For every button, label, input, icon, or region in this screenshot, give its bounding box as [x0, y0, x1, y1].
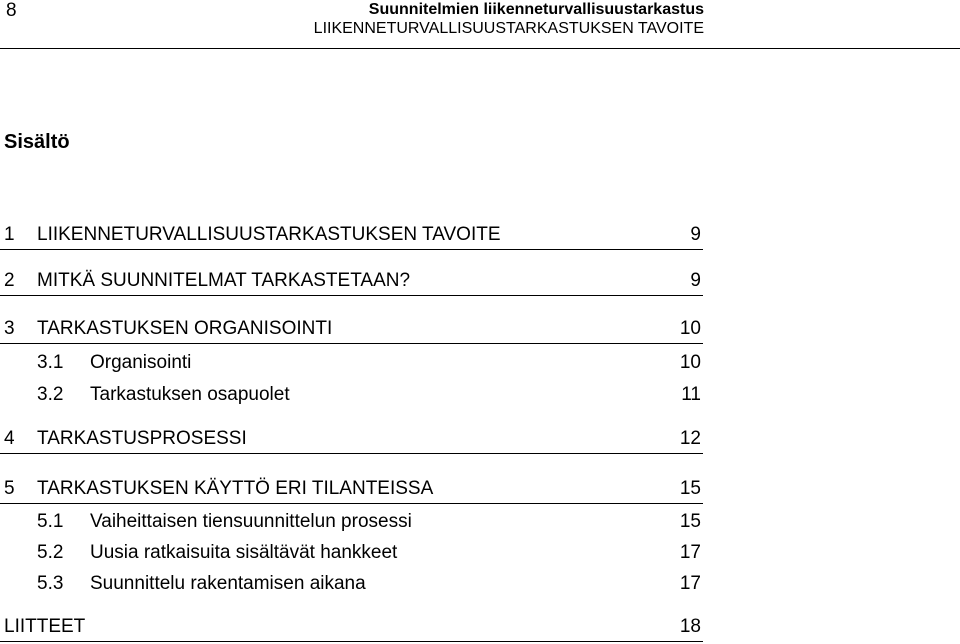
toc-entry-page: 10	[679, 318, 701, 339]
toc-entry-page: 9	[690, 224, 701, 245]
toc-entry-page: 17	[679, 542, 701, 563]
toc-entry-5[interactable]	[0, 477, 703, 504]
toc-entry-page: 15	[679, 478, 701, 499]
toc-entry-number: 5.3	[37, 573, 64, 594]
toc-entry-3-1[interactable]	[0, 351, 703, 377]
toc-entry-page: 11	[681, 384, 701, 405]
toc-entry-title: Uusia ratkaisuita sisältävät hankkeet	[90, 542, 398, 563]
toc-entry-title: Tarkastuksen osapuolet	[90, 384, 290, 405]
toc-entry-title: Organisointi	[90, 352, 192, 373]
toc-entry-title: TARKASTUKSEN KÄYTTÖ ERI TILANTEISSA	[37, 478, 434, 499]
toc-entry-number: 5.2	[37, 542, 64, 563]
toc-entry-number: 3.2	[37, 384, 64, 405]
toc-entry-5-3[interactable]	[0, 572, 703, 598]
toc-entry-title: LIIKENNETURVALLISUUSTARKASTUKSEN TAVOITE	[37, 224, 501, 245]
toc-entry-number: 2	[4, 270, 15, 291]
toc-entry-title: TARKASTUKSEN ORGANISOINTI	[37, 318, 333, 339]
toc-entry-1[interactable]	[0, 223, 703, 250]
toc-entry-number: 4	[4, 428, 15, 449]
toc-entry-number: 5	[4, 478, 15, 499]
toc-entry-number: 3	[4, 318, 15, 339]
toc-entry-5-1[interactable]	[0, 510, 703, 536]
toc-entry-number: 1	[4, 224, 15, 245]
toc-entry-4[interactable]	[0, 427, 703, 454]
page-number: 8	[6, 0, 17, 21]
running-header-subtitle: LIIKENNETURVALLISUUSTARKASTUKSEN TAVOITE	[313, 20, 704, 37]
toc-entry-5-2[interactable]	[0, 541, 703, 567]
toc-entry-page: 12	[679, 428, 701, 449]
toc-entry-page: 18	[679, 616, 701, 637]
toc-entry-page: 10	[679, 352, 701, 373]
toc-entry-3[interactable]	[0, 317, 703, 344]
toc-entry-3-2[interactable]	[0, 383, 703, 409]
toc-entry-number: 3.1	[37, 352, 64, 373]
toc-entry-page: 17	[679, 573, 701, 594]
toc-entry-page: 15	[679, 511, 701, 532]
header-divider	[0, 48, 960, 49]
toc-entry-title: LIITTEET	[4, 616, 86, 637]
running-header-title: Suunnitelmien liikenneturvallisuustarkastus	[368, 1, 704, 18]
toc-entry-title: Suunnittelu rakentamisen aikana	[90, 573, 366, 594]
toc-entry-2[interactable]	[0, 269, 703, 296]
toc-heading: Sisältö	[4, 131, 70, 153]
toc-entry-page: 9	[690, 270, 701, 291]
toc-entry-appendices[interactable]	[0, 615, 703, 642]
toc-entry-title: Vaiheittaisen tiensuunnittelun prosessi	[90, 511, 412, 532]
toc-entry-title: MITKÄ SUUNNITELMAT TARKASTETAAN?	[37, 270, 411, 291]
toc-entry-number: 5.1	[37, 511, 64, 532]
toc-entry-title: TARKASTUSPROSESSI	[37, 428, 247, 449]
